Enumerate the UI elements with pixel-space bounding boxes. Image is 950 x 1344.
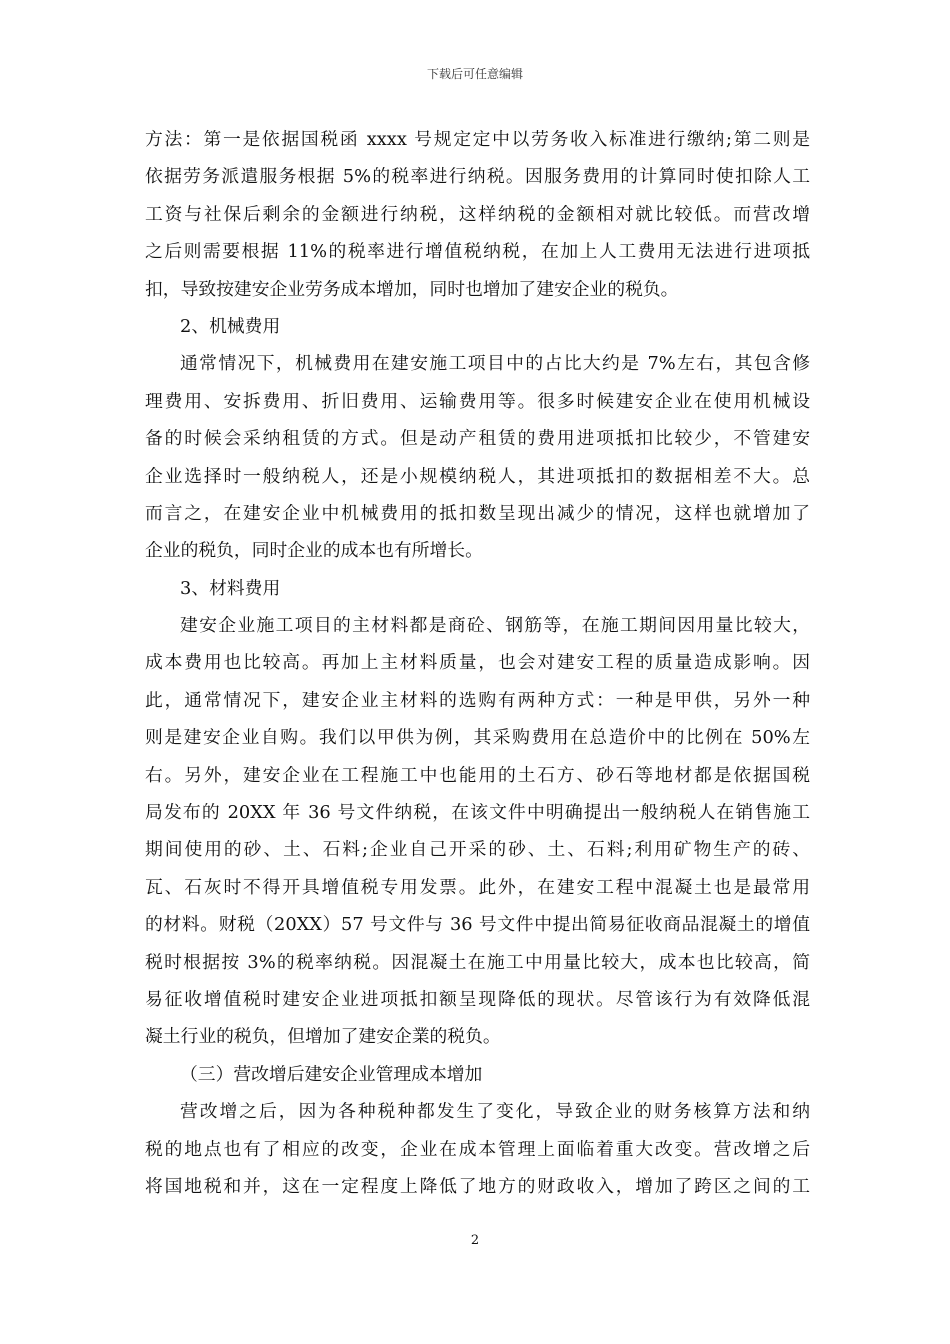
text-line: 税时根据按 3%的税率纳税。因混凝土在施工中用量比较大，成本也比较高，简 [145, 951, 810, 973]
section-heading-management-cost: （三）营改增后建安企业管理成本增加 [180, 1063, 483, 1085]
page-header: 下载后可任意编辑 [426, 67, 523, 81]
text-line: 成本费用也比较高。再加上主材料质量，也会对建安工程的质量造成影响。因 [145, 652, 810, 674]
text-line: 右。另外，建安企业在工程施工中也能用的土石方、砂石等地材都是依据国税 [145, 764, 810, 786]
text-line: 工资与社保后剩余的金额进行纳税，这样纳税的金额相对就比较低。而营改增 [145, 203, 810, 225]
text-line: 通常情况下，机械费用在建安施工项目中的占比大约是 7%左右，其包含修 [180, 353, 810, 375]
body-text [145, 121, 810, 1205]
section-heading-machinery: 2、机械费用 [180, 315, 281, 337]
text-line: 此，通常情况下，建安企业主材料的选购有两种方式：一种是甲供，另外一种 [145, 689, 810, 711]
text-line: 而言之，在建安企业中机械费用的抵扣数呈现出减少的情况，这样也就增加了 [145, 502, 810, 524]
section-heading-materials: 3、材料费用 [180, 577, 281, 599]
text-line: 依据劳务派遣服务根据 5%的税率进行纳税。因服务费用的计算同时使扣除人工 [145, 166, 810, 188]
text-line: 企业的税负，同时企业的成本也有所增长。 [145, 540, 483, 562]
text-line: 易征收增值税时建安企业进项抵扣额呈现降低的现状。尽管该行为有效降低混 [145, 988, 810, 1010]
text-line: 之后则需要根据 11%的税率进行增值税纳税，在加上人工费用无法进行进项抵 [145, 241, 810, 263]
text-line: 扣，导致按建安企业劳务成本增加，同时也增加了建安企业的税负。 [145, 278, 679, 300]
page-number: 2 [470, 1233, 480, 1248]
text-line: 建安企业施工项目的主材料都是商砼、钢筋等，在施工期间因用量比较大， [180, 615, 810, 637]
text-line: 营改增之后，因为各种税种都发生了变化，导致企业的财务核算方法和纳 [180, 1101, 810, 1123]
text-line: 凝土行业的税负，但增加了建安企業的税负。 [145, 1026, 501, 1048]
text-line: 企业选择时一般纳税人，还是小规模纳税人，其进项抵扣的数据相差不大。总 [145, 465, 810, 487]
text-line: 局发布的 20XX 年 36 号文件纳税，在该文件中明确提出一般纳税人在销售施工 [145, 802, 810, 824]
text-line: 期间使用的砂、土、石料;企业自己开采的砂、土、石料;利用矿物生产的砖、 [145, 839, 810, 861]
text-line: 理费用、安拆费用、折旧费用、运输费用等。很多时候建安企业在使用机械设 [145, 390, 810, 412]
text-line: 备的时候会采纳租赁的方式。但是动产租赁的费用进项抵扣比较少，不管建安 [145, 428, 810, 450]
text-line: 瓦、石灰时不得开具增值税专用发票。此外，在建安工程中混凝土也是最常用 [145, 876, 810, 898]
text-line: 方法：第一是依据国税函 xxxx 号规定定中以劳务收入标准进行缴纳;第二则是 [145, 129, 810, 150]
text-line: 将国地税和并，这在一定程度上降低了地方的财政收入，增加了跨区之间的工 [145, 1175, 810, 1197]
text-line: 税的地点也有了相应的改变，企业在成本管理上面临着重大改变。营改增之后 [145, 1138, 810, 1160]
text-line: 的材料。财税（20XX）57 号文件与 36 号文件中提出简易征收商品混凝土的增值 [145, 914, 810, 936]
text-line: 则是建安企业自购。我们以甲供为例，其采购费用在总造价中的比例在 50%左 [145, 727, 810, 749]
